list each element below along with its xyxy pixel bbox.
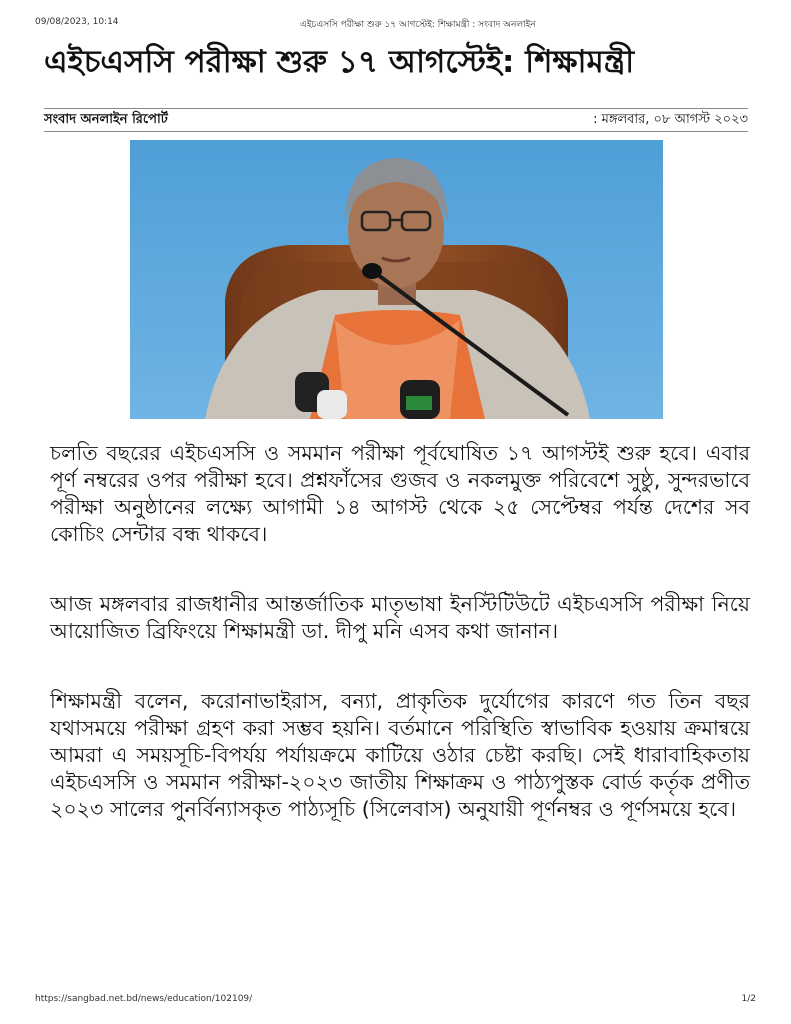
article-body <box>50 440 750 866</box>
article-paragraph: চলতি বছরের এইচএসসি ও সমমান পরীক্ষা পূর্বঘোষিত ১৭ আগস্টই শুরু হবে। এবার পূর্ণ নম্বরের ওপর পরীক্ষা হবে। প্রশ্নফাঁসের গুজব ও নকলমুক্ত পরিবেশে সুষ্ঠু, সুন্দরভাবে পরীক্ষা অনুষ্ঠানের লক্ষ্যে আগামী ১৪ আগস্ট থেকে ২৫ সেপ্টেম্বর পর্যন্ত দেশের সব কোচিং সেন্টার বন্ধ থাকবে। <box>50 441 750 546</box>
article-paragraph: শিক্ষামন্ত্রী বলেন, করোনাভাইরাস, বন্যা, প্রাকৃতিক দুর্যোগের কারণে গত তিন বছর যথাসময়ে পরীক্ষা গ্রহণ করা সম্ভব হয়নি। বর্তমানে পরিস্থিতি স্বাভাবিক হওয়ায় ক্রমান্বয়ে আমরা এ সময়সূচি-বিপর্যয় পর্যায়ক্রমে কাটিয়ে ওঠার চেষ্টা করছি। সেই ধারাবাহিকতায় এইচএসসি ও সমমান পরীক্ষা-২০২৩ জাতীয় শিক্ষাক্রম ও পাঠ্যপুস্তক বোর্ড কর্তৃক প্রণীত ২০২৩ সালের পুনর্বিন্যাসকৃত পাঠ্যসূচি (সিলেবাস) অনুযায়ী পূর্ণনম্বর ও পূর্ণসময়ে হবে। <box>50 689 750 821</box>
article-paragraph: আজ মঙ্গলবার রাজধানীর আন্তর্জাতিক মাতৃভাষা ইনস্টিটিউটে এইচএসসি পরীক্ষা নিয়ে আয়োজিত ব্রিফিংয়ে শিক্ষামন্ত্রী ডা. দীপু মনি এসব কথা জানান। <box>50 592 750 643</box>
byline-row <box>44 108 748 132</box>
print-page-title: এইচএসসি পরীক্ষা শুরু ১৭ আগস্টেই: শিক্ষামন্ত্রী : সংবাদ অনলাইন <box>300 20 536 30</box>
print-footer <box>0 994 791 1008</box>
publish-date: : মঙ্গলবার, ০৮ আগস্ট ২০২৩ <box>593 112 748 127</box>
page-url[interactable]: https://sangbad.net.bd/news/education/102109/ <box>35 994 253 1004</box>
print-header <box>0 17 791 31</box>
byline-author: সংবাদ অনলাইন রিপোর্ট <box>44 112 168 127</box>
print-datetime: 09/08/2023, 10:14 <box>35 17 119 27</box>
article-headline: এইচএসসি পরীক্ষা শুরু ১৭ আগস্টেই: শিক্ষামন্ত্রী <box>44 44 635 80</box>
article-photo <box>130 140 663 419</box>
page-number: 1/2 <box>741 994 756 1004</box>
